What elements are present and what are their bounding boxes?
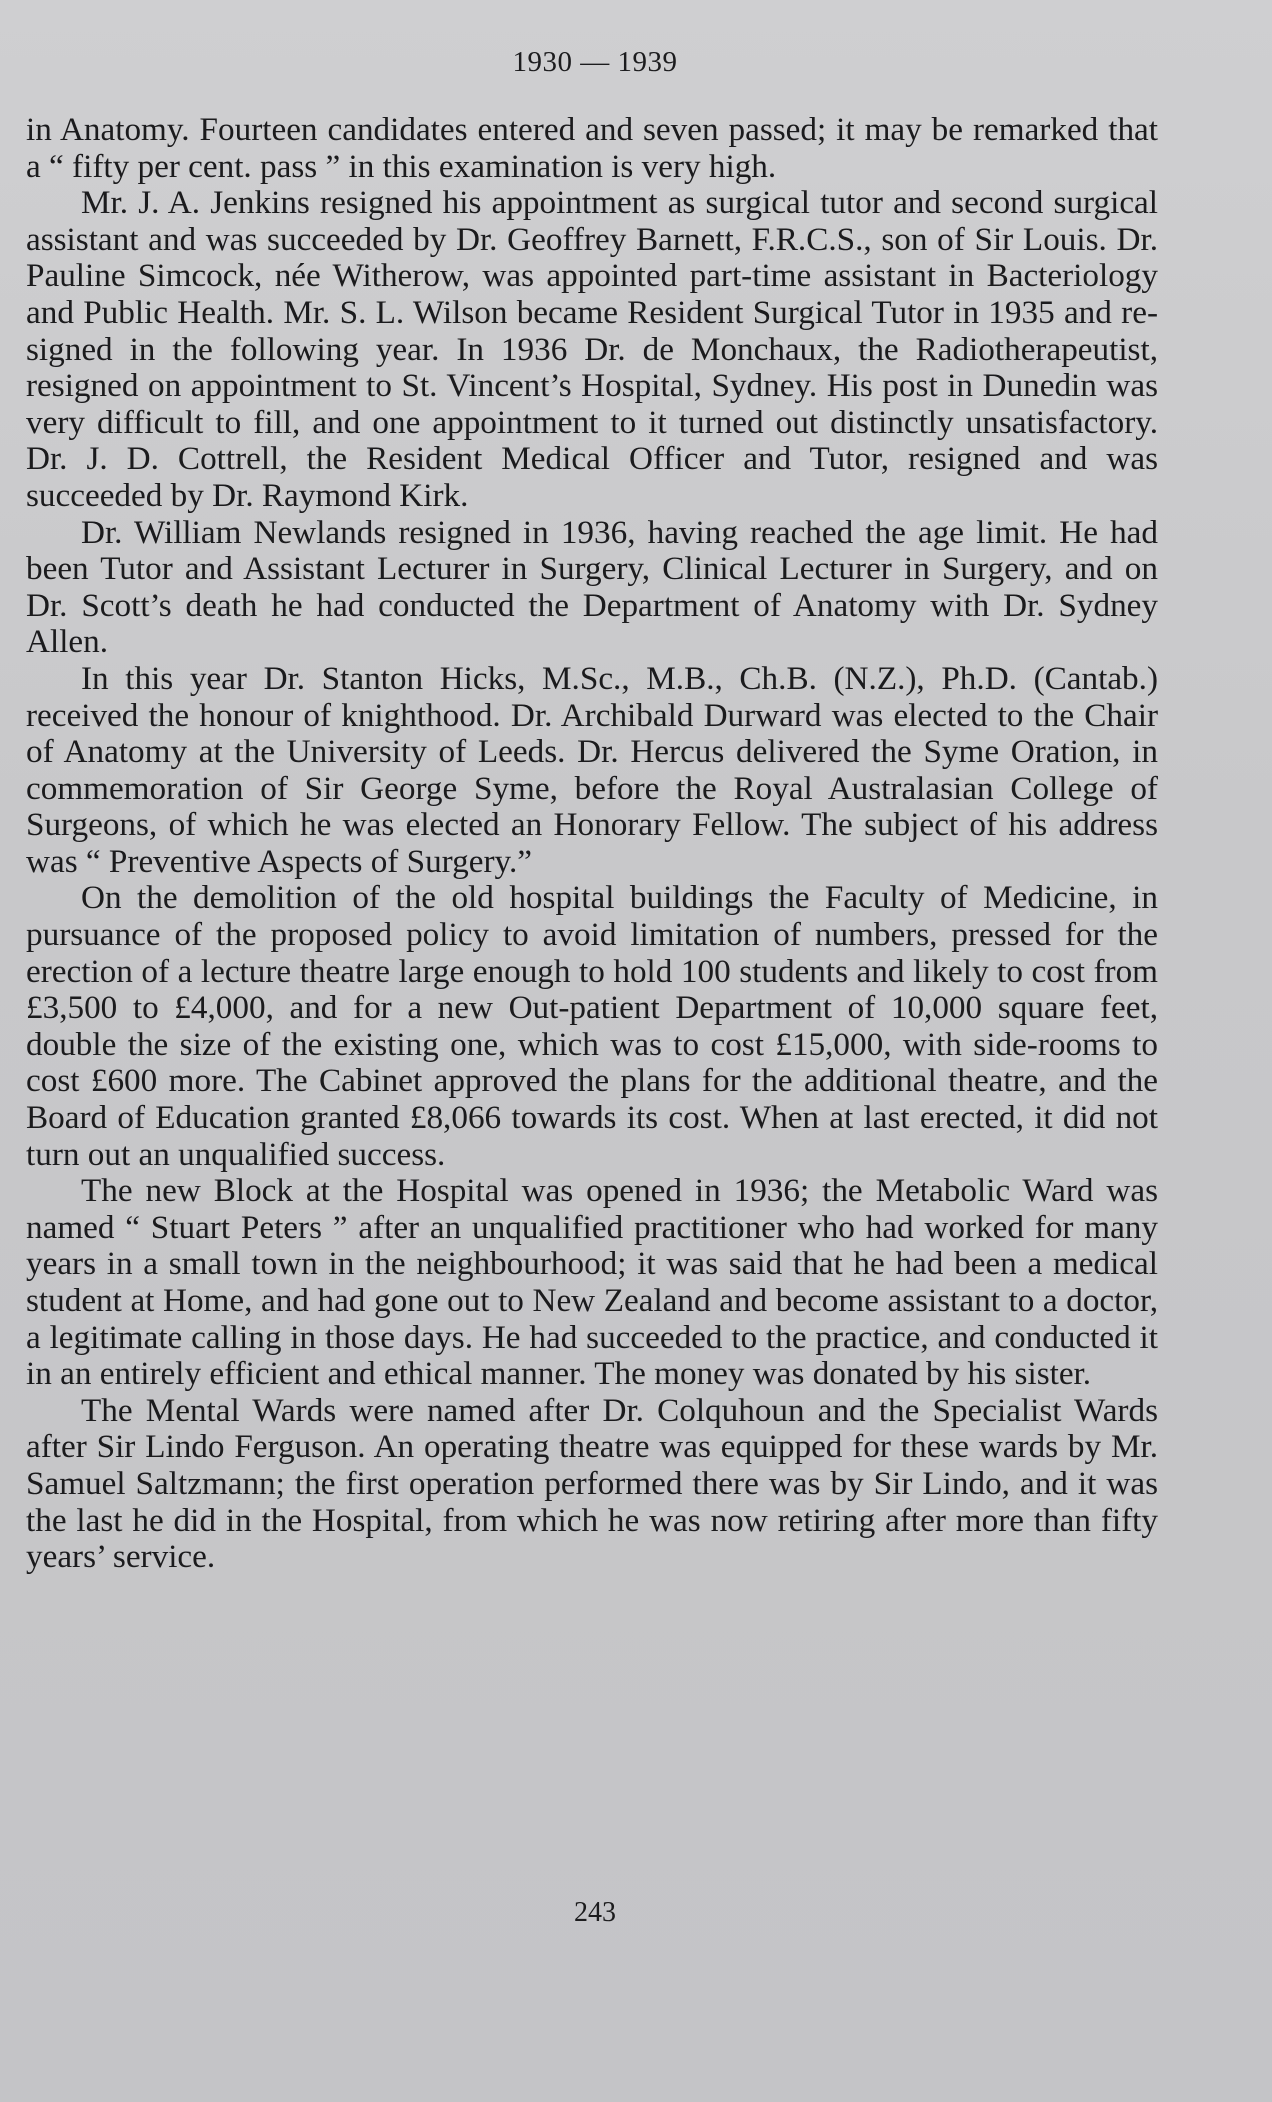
- paragraph-mental-wards: The Mental Wards were named after Dr. Colquhoun and the Specialist Wards after Sir Lindo Ferguson. An operating theatre was equipped for these wards by Mr. Samuel Saltzmann; the first operation performed there was by Sir Lindo, and it was the last he did in the Hospital, from which he was now retiring after more than fifty years’ service.: [26, 1391, 1158, 1576]
- paragraph-stanton-hicks: In this year Dr. Stanton Hicks, M.Sc., M.B., Ch.B. (N.Z.), Ph.D. (Cantab.) received the honour of knighthood. Dr. Archibald Durward was elected to the Chair of Anatomy at the University of Leeds. Dr. Hercus delivered the Syme Oration, in commemoration of Sir George Syme, before the Royal Australasian College of Surgeons, of which he was elected an Honorary Fellow. The subject of his address was “ Preventive Aspects of Surgery.”: [26, 659, 1158, 880]
- paragraph-new-block: The new Block at the Hospital was opened in 1936; the Metabolic Ward was named “ Stuart Peters ” after an unqualified practitioner who had worked for many years in a small town in the neighbourhood; it was said that he had been a medical student at Home, and had gone out to New Zealand and become assistant to a doctor, a legitimate calling in those days. He had succeeded to the practice, and conducted it in an entirely efficient and ethical manner. The money was donated by his sister.: [26, 1172, 1158, 1393]
- paragraph-continuation: in Anatomy. Fourteen candidates entered and seven passed; it may be remarked that a “ fifty per cent. pass ” in this examination is very high.: [26, 111, 1158, 185]
- paragraph-demolition: On the demolition of the old hospital buildings the Faculty of Medicine, in pursuance of the proposed policy to avoid limitation of numbers, pressed for the erection of a lecture theatre large enough to hold 100 students and likely to cost from £3,500 to £4,000, and for a new Out-patient Department of 10,000 square feet, double the size of the existing one, which was to cost £15,000, with side-rooms to cost £600 more. The Cabinet approved the plans for the additional theatre, and the Board of Education granted £8,066 towards its cost. When at last erected, it did not turn out an unqualified success.: [26, 879, 1158, 1173]
- body-text: [26, 112, 1158, 1576]
- page-number: 243: [574, 1897, 616, 1928]
- paragraph-newlands: Dr. William Newlands resigned in 1936, having reached the age limit. He had been Tutor and Assistant Lecturer in Surgery, Clinical Lecturer in Surgery, and on Dr. Scott’s death he had conducted the Department of Anatomy with Dr. Sydney Allen.: [26, 513, 1158, 661]
- running-header: 1930 — 1939: [512, 46, 678, 78]
- paragraph-jenkins: Mr. J. A. Jenkins resigned his appointment as surgical tutor and second surgical assistant and was succeeded by Dr. Geoffrey Barnett, F.R.C.S., son of Sir Louis. Dr. Pauline Simcock, née Witherow, was appointed part-time assistant in Bacteriology and Public Health. Mr. S. L. Wilson became Resident Surgical Tutor in 1935 and resigned in the following year. In 1936 Dr. de Monchaux, the Radiotherapeutist, resigned on appointment to St. Vincent’s Hospital, Sydney. His post in Dunedin was very difficult to fill, and one appointment to it turned out distinctly unsatisfactory. Dr. J. D. Cottrell, the Resident Medical Officer and Tutor, resigned and was succeeded by Dr. Raymond Kirk.: [26, 184, 1158, 514]
